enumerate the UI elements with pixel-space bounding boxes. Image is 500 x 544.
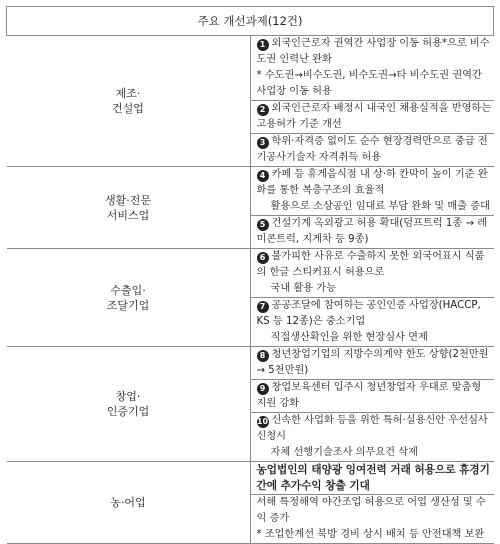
item-number-badge: 4 xyxy=(257,170,269,182)
table-header: 주요 개선과제(12건) xyxy=(7,7,494,36)
item-cell xyxy=(250,167,494,216)
item-number-badge: 7 xyxy=(257,301,269,313)
item-cell xyxy=(250,216,494,249)
item-footnote: * 조업한계선 북방 경비 상시 배치 등 안전대책 보완 xyxy=(256,529,485,540)
item-text: 3 학위·자격증 없이도 순수 현장경력만으로 중급 전기공사기술자 자격취득 허용 xyxy=(256,136,488,163)
item-number-badge: 8 xyxy=(257,350,269,362)
item-text: 4 카페 등 휴게음식점 내 상·하 칸막이 높이 기준 완화를 통한 복층구조의 효율적 xyxy=(256,169,488,196)
category-cell xyxy=(7,462,251,544)
item-number-badge: 2 xyxy=(257,104,269,116)
table-row xyxy=(7,167,494,216)
table-row xyxy=(7,462,494,495)
category-cell xyxy=(7,347,251,462)
item-cell xyxy=(250,380,494,413)
item-number-badge: 3 xyxy=(257,137,269,149)
item-number-badge: 6 xyxy=(257,252,269,264)
category-cell xyxy=(7,167,251,249)
category-label: 건설업 xyxy=(112,102,144,115)
item-cell xyxy=(250,413,494,462)
item-cell xyxy=(250,134,494,167)
item-cell xyxy=(250,249,494,298)
category-cell xyxy=(7,36,251,167)
item-text: 서해 특정해역 야간조업 허용으로 어업 생산성 및 수익 증가 xyxy=(256,497,486,524)
item-text-continued: 직접생산확인을 위한 현장심사 면제 xyxy=(270,332,428,343)
item-text-continued: 국내 활용 가능 xyxy=(270,283,337,294)
category-label: 창업· xyxy=(115,390,141,403)
category-label: 제조· xyxy=(115,87,141,100)
item-text: 10 신속한 사업화 등을 위한 특허·실용신안 우선심사 신청시 xyxy=(256,415,488,442)
category-label: 서비스업 xyxy=(106,208,150,222)
item-cell xyxy=(250,36,494,101)
item-number-badge: 1 xyxy=(257,39,269,51)
item-text: 농업법인의 태양광 잉여전력 거래 허용으로 휴경기간에 추가수익 창출 기대 xyxy=(256,464,490,492)
table-row xyxy=(7,347,494,380)
item-number-badge: 5 xyxy=(257,219,269,231)
category-cell xyxy=(7,249,251,347)
item-text: 9 창업보육센터 입주시 청년창업자 우대로 맞춤형 지원 강화 xyxy=(256,382,482,409)
table-row xyxy=(7,249,494,298)
category-label: 생활·전문 xyxy=(104,193,151,207)
category-label: 농·어업 xyxy=(110,496,146,509)
item-text-continued: 활용으로 소상공인 임대료 부담 완화 및 매출 증대 xyxy=(270,201,490,212)
item-footnote: * 수도권→비수도권, 비수도권→타 비수도권 권역간 사업장 이동 허용 xyxy=(256,70,482,97)
item-cell xyxy=(250,495,494,544)
item-text: 1 외국인근로자 권역간 사업장 이동 허용*으로 비수도권 인력난 완화 xyxy=(256,38,490,65)
reform-table xyxy=(6,6,494,544)
item-text: 8 청년창업기업의 지방수의계약 한도 상향(2천만원 → 5천만원) xyxy=(256,349,489,376)
item-text: 2 외국인근로자 배정시 내국인 채용실적을 반영하는 고용허가 기준 개선 xyxy=(256,103,492,130)
item-cell xyxy=(250,347,494,380)
item-cell xyxy=(250,462,494,495)
category-label: 인증기업 xyxy=(106,405,150,418)
category-label: 수출입· xyxy=(110,283,146,297)
item-number-badge: 10 xyxy=(256,417,269,426)
item-text-continued: 자체 선행기술조사 의무요건 삭제 xyxy=(270,447,418,458)
item-text: 5 건설기계 옥외광고 허용 확대(덤프트럭 1종 → 레미콘트럭, 지게차 등 9종) xyxy=(256,218,488,245)
category-label: 조달기업 xyxy=(106,298,150,312)
item-text: 6 불가피한 사유로 수출하지 못한 외국어표시 식품의 한글 스티커표시 허용으로 xyxy=(256,251,485,278)
item-number-badge: 9 xyxy=(257,383,269,395)
table-row xyxy=(7,36,494,101)
item-text: 7 공공조달에 참여하는 공인인증 사업장(HACCP, KS 등 12종)은 중소기업 xyxy=(256,300,481,327)
item-cell xyxy=(250,298,494,347)
item-cell xyxy=(250,101,494,134)
